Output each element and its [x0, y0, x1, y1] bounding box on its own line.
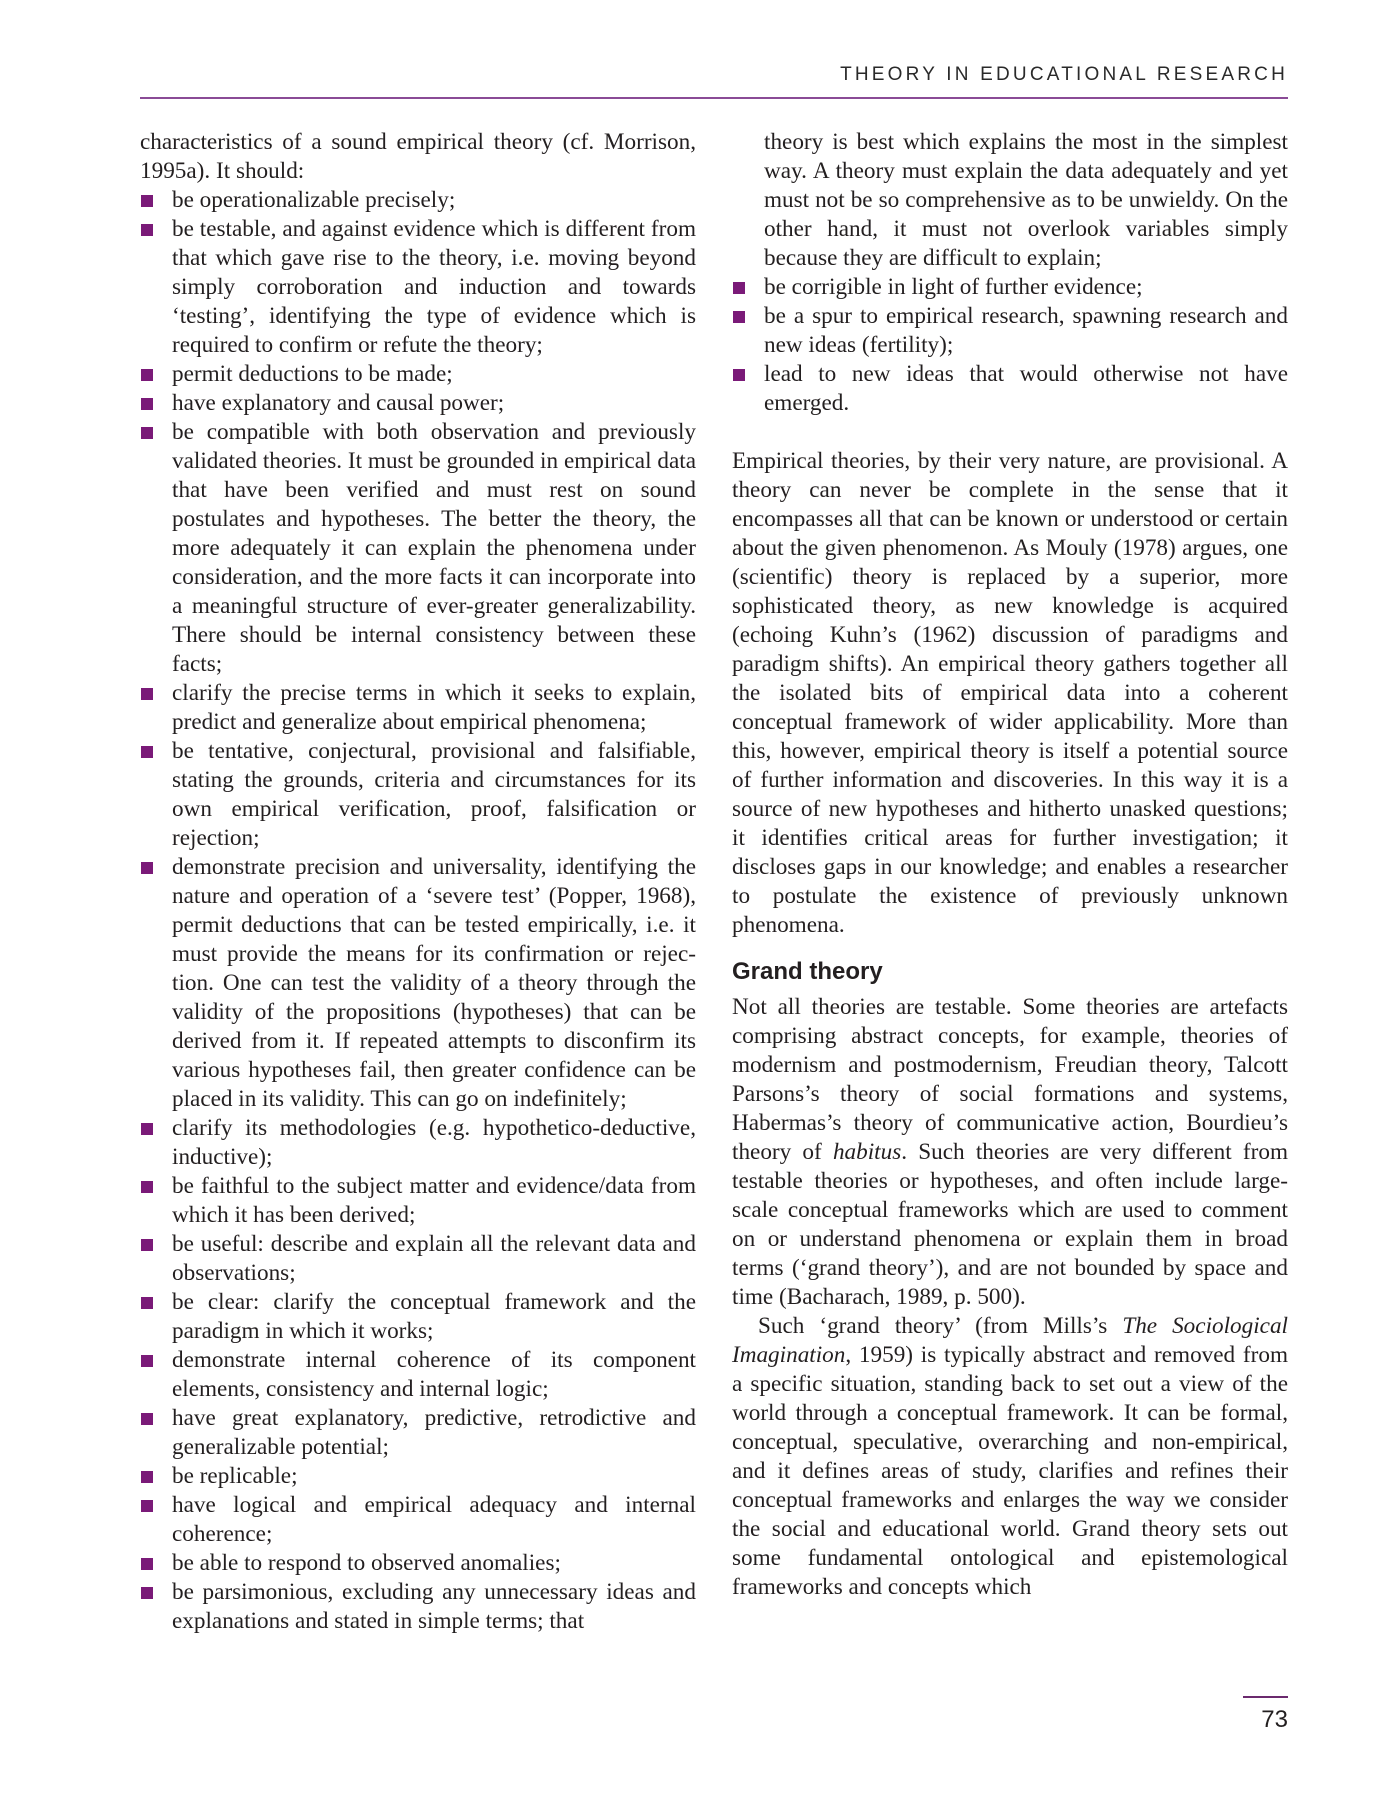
- bullet-continuation: theory is best which explains the most in the simplest way. A theory must explain the data adequately and yet must not be so comprehensive as to be unwieldy. On the other hand, it must not overlook variables simply because they are difficult to explain;: [764, 129, 1288, 271]
- list-item: demonstrate precision and universality, identifying the nature and operation of a ‘severe test’ (Popper, 1968), permit deductions that can be tested empirically, i.e. it must provide the means for its confirmation or rejection. One can test the validity of a theory through the validity of the propositions (hypotheses) that can be derived from it. If repeated attempts to disconfirm its various hypotheses fail, then greater confidence can be placed in its validity. This can go on indefinitely;: [140, 853, 696, 1114]
- body-paragraph: Such ‘grand theory’ (from Mills’s The Sociological Imagination, 1959) is typically abstract and removed from a specific situation, standing back to set out a view of the world through a conceptual framework. It can be formal, conceptual, speculative, overarching and non-empirical, and it defines areas of study, clarifies and refines their conceptual frameworks and enlarges the way we consider the social and educational world. Grand theory sets out some fundamental ontological and epistemological frameworks and concepts which: [732, 1313, 1288, 1600]
- square-bullet-icon: [141, 1558, 153, 1570]
- square-bullet-icon: [141, 1297, 153, 1309]
- list-item: be tentative, conjectural, provisional and falsifiable, stating the grounds, criteria and circumstances for its own empirical verification, proof, falsification or rejection;: [140, 737, 696, 853]
- square-bullet-icon: [141, 1355, 153, 1367]
- criteria-list-continued: [732, 273, 1288, 418]
- list-item: be replicable;: [140, 1462, 696, 1491]
- list-item: be compatible with both observation and previously validated theories. It must be grounded in empirical data that have been verified and must rest on sound postulates and hypotheses. The better the theory, the more adequately it can explain the phenomena under consideration, and the more facts it can incorporate into a meaningful structure of ever-greater generalizability. There should be internal consistency between these facts;: [140, 418, 696, 679]
- square-bullet-icon: [141, 746, 153, 758]
- left-column: [140, 128, 696, 1636]
- list-item: have logical and empirical adequacy and internal coherence;: [140, 1491, 696, 1549]
- square-bullet-icon: [141, 1587, 153, 1599]
- italic-term: habitus: [832, 1139, 902, 1165]
- list-item: be operationalizable precisely;: [140, 186, 696, 215]
- body-paragraph: Not all theories are testable. Some theories are artefacts comprising abstract concepts, for example, theories of modernism and postmodernism, Freudian theory, Talcott Parsons’s theory of social formations and systems, Habermas’s theory of communicative action, Bourdieu’s theory of habitus. Such theories are very different from testable theories or hypotheses, and often include large-scale conceptual frameworks which are used to comment on or understand phenomena or explain them in broad terms (‘grand theory’), and are not bounded by space and time (Bacharach, 1989, p. 500).: [732, 994, 1288, 1310]
- square-bullet-icon: [733, 311, 745, 323]
- criteria-list: [140, 186, 696, 1636]
- list-item: clarify the precise terms in which it seeks to explain, predict and generalize about empirical phenomena;: [140, 679, 696, 737]
- list-item: be useful: describe and explain all the relevant data and observations;: [140, 1230, 696, 1288]
- intro-paragraph: characteristics of a sound empirical theory (cf. Morrison, 1995a). It should:: [140, 129, 696, 184]
- square-bullet-icon: [141, 427, 153, 439]
- list-item: be able to respond to observed anomalies;: [140, 1549, 696, 1578]
- square-bullet-icon: [733, 369, 745, 381]
- header-rule: [140, 97, 1288, 99]
- square-bullet-icon: [141, 1471, 153, 1483]
- footer-rule: [1243, 1696, 1288, 1698]
- list-item: be clear: clarify the conceptual framework and the paradigm in which it works;: [140, 1288, 696, 1346]
- list-item: demonstrate internal coherence of its component elements, consistency and internal logic;: [140, 1346, 696, 1404]
- list-item: be corrigible in light of further evidence;: [732, 273, 1288, 302]
- list-item: be testable, and against evidence which is different from that which gave rise to the theory, i.e. moving beyond simply corroboration and induction and towards ‘testing’, identifying the type of evidence which is required to confirm or refute the theory;: [140, 215, 696, 360]
- list-item: be a spur to empirical research, spawning research and new ideas (fertility);: [732, 302, 1288, 360]
- square-bullet-icon: [141, 1239, 153, 1251]
- square-bullet-icon: [141, 195, 153, 207]
- right-column: [732, 128, 1288, 1602]
- square-bullet-icon: [141, 398, 153, 410]
- square-bullet-icon: [141, 1123, 153, 1135]
- body-paragraph: Empirical theories, by their very nature, are provisional. A theory can never be complete in the sense that it encompasses all that can be known or understood or certain about the given phenomenon. As Mouly (1978) argues, one (scientific) theory is replaced by a superior, more sophisticated theory, as new knowledge is acquired (echoing Kuhn’s (1962) discussion of paradigms and paradigm shifts). An empirical theory gathers together all the isolated bits of empirical data into a coherent conceptual framework of wider applicability. More than this, however, empirical theory is itself a potential source of further information and discoveries. In this way it is a source of new hypotheses and hitherto unasked questions; it identifies critical areas for further investigation; it discloses gaps in our knowledge; and enables a researcher to postulate the existence of previously unknown phenomena.: [732, 448, 1288, 938]
- square-bullet-icon: [141, 688, 153, 700]
- book-title: The Sociological Imagination: [732, 1313, 1288, 1368]
- page-number: 73: [1261, 1706, 1288, 1733]
- list-item: be parsimonious, excluding any unnecessary ideas and explanations and stated in simple terms; that: [140, 1578, 696, 1636]
- square-bullet-icon: [141, 1181, 153, 1193]
- running-head-title: THEORY IN EDUCATIONAL RESEARCH: [840, 64, 1288, 85]
- section-heading: Grand theory: [732, 958, 883, 985]
- list-item: permit deductions to be made;: [140, 360, 696, 389]
- square-bullet-icon: [141, 1500, 153, 1512]
- list-item: have great explanatory, predictive, retrodictive and generalizable potential;: [140, 1404, 696, 1462]
- list-item: have explanatory and causal power;: [140, 389, 696, 418]
- square-bullet-icon: [141, 862, 153, 874]
- list-item: lead to new ideas that would otherwise not have emerged.: [732, 360, 1288, 418]
- list-item: be faithful to the subject matter and evidence/data from which it has been derived;: [140, 1172, 696, 1230]
- square-bullet-icon: [141, 224, 153, 236]
- square-bullet-icon: [733, 282, 745, 294]
- square-bullet-icon: [141, 1413, 153, 1425]
- list-item: clarify its methodologies (e.g. hypothetico-deductive, inductive);: [140, 1114, 696, 1172]
- square-bullet-icon: [141, 369, 153, 381]
